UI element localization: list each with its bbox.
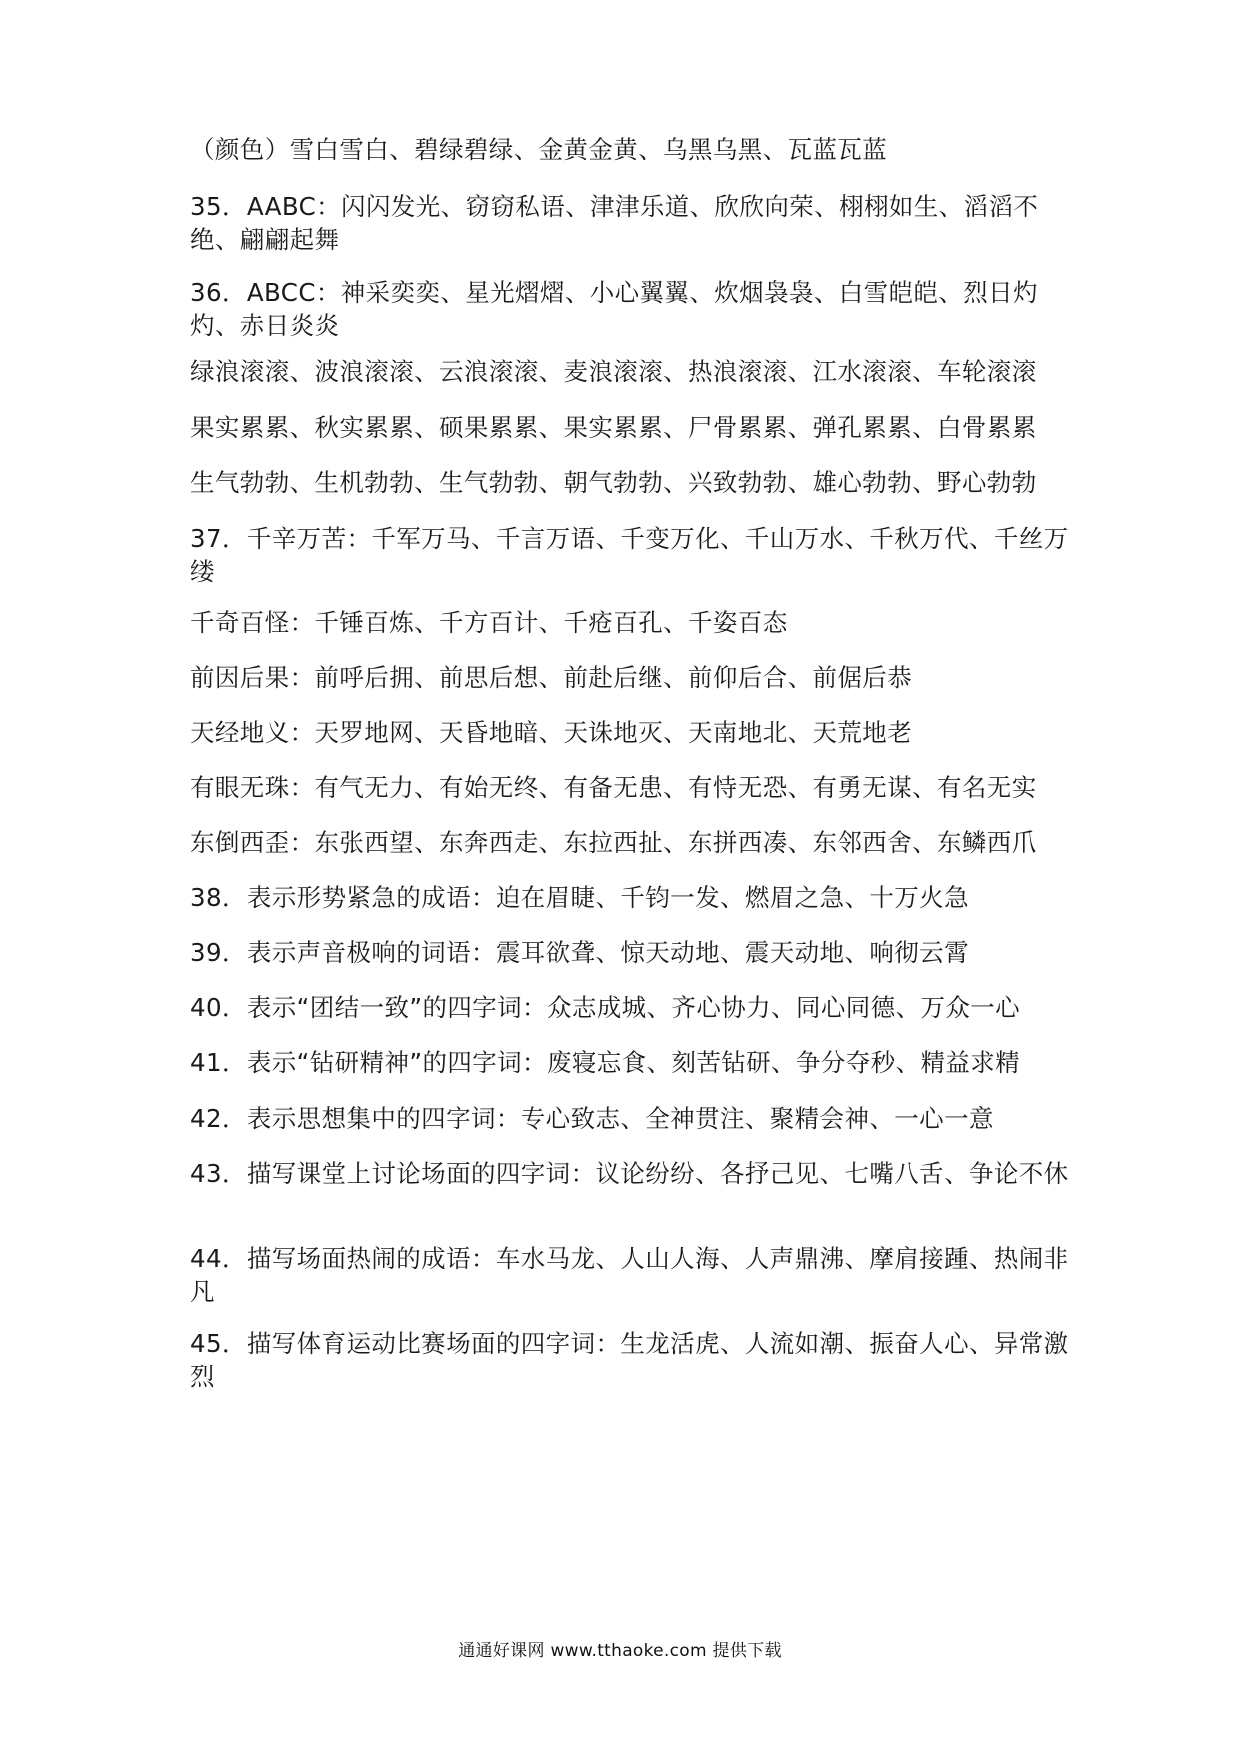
text-line-39: 39．表示声音极响的词语：震耳欲聋、惊天动地、震天动地、响彻云霄 — [190, 938, 969, 967]
text-line-43: 43．描写课堂上讨论场面的四字词：议论纷纷、各抒己见、七嘴八舌、争论不休 — [190, 1159, 1069, 1188]
text-line-leilei: 果实累累、秋实累累、硕果累累、果实累累、尸骨累累、弹孔累累、白骨累累 — [190, 413, 1037, 442]
text-line-44: 44．描写场面热闹的成语：车水马龙、人山人海、人声鼎沸、摩肩接踵、热闹非凡 — [190, 1244, 1069, 1306]
text-line-qianqi: 千奇百怪：千锤百炼、千方百计、千疮百孔、千姿百态 — [190, 608, 788, 637]
text-line-42: 42．表示思想集中的四字词：专心致志、全神贯注、聚精会神、一心一意 — [190, 1104, 994, 1133]
text-line-dongdao: 东倒西歪：东张西望、东奔西走、东拉西扯、东拼西凑、东邻西舍、东鳞西爪 — [190, 828, 1037, 857]
text-line-tianjing: 天经地义：天罗地网、天昏地暗、天诛地灭、天南地北、天荒地老 — [190, 718, 913, 747]
text-line-40: 40．表示“团结一致”的四字词：众志成城、齐心协力、同心同德、万众一心 — [190, 993, 1021, 1022]
text-line-45: 45．描写体育运动比赛场面的四字词：生龙活虎、人流如潮、振奋人心、异常激烈 — [190, 1329, 1069, 1391]
page-footer: 通通好课网 www.tthaoke.com 提供下载 — [458, 1641, 782, 1661]
text-line-36: 36．ABCC：神采奕奕、星光熠熠、小心翼翼、炊烟袅袅、白雪皑皑、烈日灼灼、赤日炎炎 — [190, 278, 1038, 340]
text-line-gungun: 绿浪滚滚、波浪滚滚、云浪滚滚、麦浪滚滚、热浪滚滚、江水滚滚、车轮滚滚 — [190, 357, 1037, 386]
text-line-bobo: 生气勃勃、生机勃勃、生气勃勃、朝气勃勃、兴致勃勃、雄心勃勃、野心勃勃 — [190, 468, 1037, 497]
text-line-35: 35．AABC：闪闪发光、窃窃私语、津津乐道、欣欣向荣、栩栩如生、滔滔不绝、翩翩起舞 — [190, 192, 1039, 254]
text-line-38: 38．表示形势紧急的成语：迫在眉睫、千钧一发、燃眉之急、十万火急 — [190, 883, 969, 912]
text-line-37: 37．千辛万苦：千军万马、千言万语、千变万化、千山万水、千秋万代、千丝万缕 — [190, 524, 1069, 586]
text-line-youyan: 有眼无珠：有气无力、有始无终、有备无患、有恃无恐、有勇无谋、有名无实 — [190, 773, 1037, 802]
text-line-41: 41．表示“钻研精神”的四字词：废寝忘食、刻苦钻研、争分夺秒、精益求精 — [190, 1048, 1021, 1077]
text-line-qianyin: 前因后果：前呼后拥、前思后想、前赴后继、前仰后合、前倨后恭 — [190, 663, 913, 692]
text-line-color-words: （颜色）雪白雪白、碧绿碧绿、金黄金黄、乌黑乌黑、瓦蓝瓦蓝 — [190, 135, 888, 164]
